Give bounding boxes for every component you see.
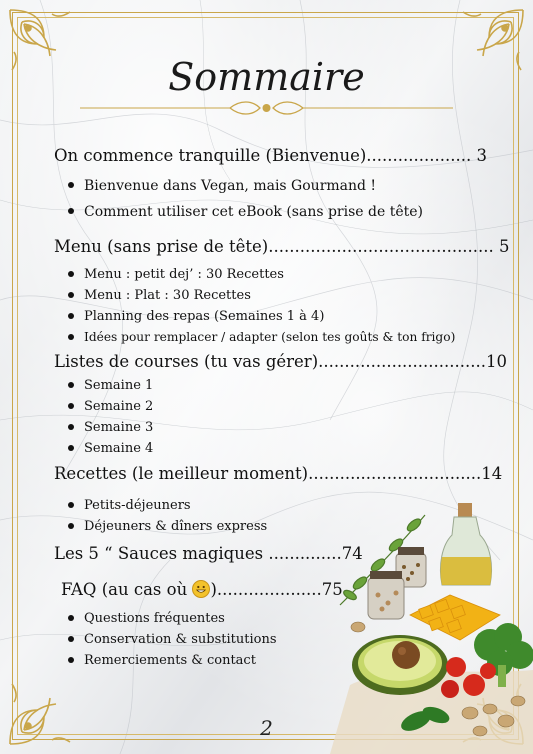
gold-ornament-divider-icon: [80, 100, 453, 116]
bullet-icon: [68, 615, 74, 621]
toc-item-text: Petits-déjeuners: [84, 498, 191, 513]
toc-page-number: 75: [321, 580, 343, 599]
toc-item[interactable]: [68, 309, 324, 324]
toc-item[interactable]: [68, 288, 251, 303]
toc-dots: ..............: [268, 544, 342, 563]
toc-item[interactable]: [68, 653, 256, 668]
toc-item-text: Bienvenue dans Vegan, mais Gourmand !: [84, 178, 377, 194]
bullet-icon: [68, 208, 74, 214]
toc-heading-text: FAQ (au cas où: [61, 580, 193, 599]
toc-page-number: 3: [476, 146, 487, 165]
toc-item[interactable]: [68, 632, 277, 647]
toc-item[interactable]: [68, 611, 225, 626]
toc-item-text: Comment utiliser cet eBook (sans prise de tête): [84, 204, 424, 220]
grinning-face-icon: [192, 580, 210, 598]
toc-heading-bienvenue[interactable]: [54, 146, 487, 165]
toc-page-number: 10: [485, 352, 507, 371]
toc-item[interactable]: [68, 498, 191, 513]
page-title: Sommaire: [168, 55, 365, 99]
toc-dots: ....................: [366, 146, 472, 165]
toc-heading-text-end: ): [210, 580, 217, 599]
toc-item[interactable]: [68, 420, 153, 435]
toc-item[interactable]: [68, 204, 423, 220]
toc-item[interactable]: [68, 267, 284, 282]
toc-dots: ...........................................: [268, 237, 494, 256]
bullet-icon: [68, 424, 74, 430]
toc-item-text: Menu : petit dej’ : 30 Recettes: [84, 267, 284, 282]
toc-item-text: Questions fréquentes: [84, 611, 225, 626]
toc-item[interactable]: [68, 178, 376, 194]
bullet-icon: [68, 182, 74, 188]
bullet-icon: [68, 657, 74, 663]
bullet-icon: [68, 636, 74, 642]
bullet-icon: [68, 271, 74, 277]
toc-item-text: Semaine 2: [84, 399, 154, 414]
toc-item-text: Planning des repas (Semaines 1 à 4): [84, 309, 325, 324]
toc-item-text: Idées pour remplacer / adapter (selon tes goûts & ton frigo): [84, 330, 456, 344]
toc-item-text: Remerciements & contact: [84, 653, 256, 668]
bullet-icon: [68, 382, 74, 388]
toc-item[interactable]: [68, 330, 455, 344]
toc-heading-text: On commence tranquille (Bienvenue): [54, 146, 367, 165]
bullet-icon: [68, 313, 74, 319]
toc-item[interactable]: [68, 441, 153, 456]
toc-heading-listes-courses[interactable]: [54, 352, 507, 371]
bullet-icon: [68, 502, 74, 508]
toc-heading-faq[interactable]: [61, 580, 343, 600]
toc-dots: ................................: [318, 352, 486, 371]
toc-item-text: Semaine 1: [84, 378, 154, 393]
toc-item-text: Déjeuners & dîners express: [84, 519, 268, 534]
toc-heading-sauces[interactable]: [54, 544, 363, 563]
toc-item-text: Semaine 4: [84, 441, 154, 456]
toc-item-text: Conservation & substitutions: [84, 632, 277, 647]
page-number: 2: [260, 716, 273, 740]
toc-dots: ....................: [216, 580, 322, 599]
bullet-icon: [68, 403, 74, 409]
toc-item-text: Semaine 3: [84, 420, 154, 435]
toc-item[interactable]: [68, 519, 267, 534]
toc-page-number: 74: [341, 544, 363, 563]
bullet-icon: [68, 334, 74, 340]
toc-heading-text: Les 5 “ Sauces magiques: [54, 544, 269, 563]
toc-heading-text: Listes de courses (tu vas gérer): [54, 352, 319, 371]
bullet-icon: [68, 445, 74, 451]
toc-item[interactable]: [68, 378, 153, 393]
toc-page-number: 14: [481, 464, 503, 483]
toc-dots: .................................: [308, 464, 482, 483]
bullet-icon: [68, 523, 74, 529]
bullet-icon: [68, 292, 74, 298]
toc-heading-recettes[interactable]: [54, 464, 502, 483]
toc-item[interactable]: [68, 399, 153, 414]
toc-heading-menu[interactable]: [54, 237, 510, 256]
toc-page-number: 5: [499, 237, 510, 256]
toc-item-text: Menu : Plat : 30 Recettes: [84, 288, 251, 303]
toc-heading-text: Menu (sans prise de tête): [54, 237, 269, 256]
toc-heading-text: Recettes (le meilleur moment): [54, 464, 309, 483]
